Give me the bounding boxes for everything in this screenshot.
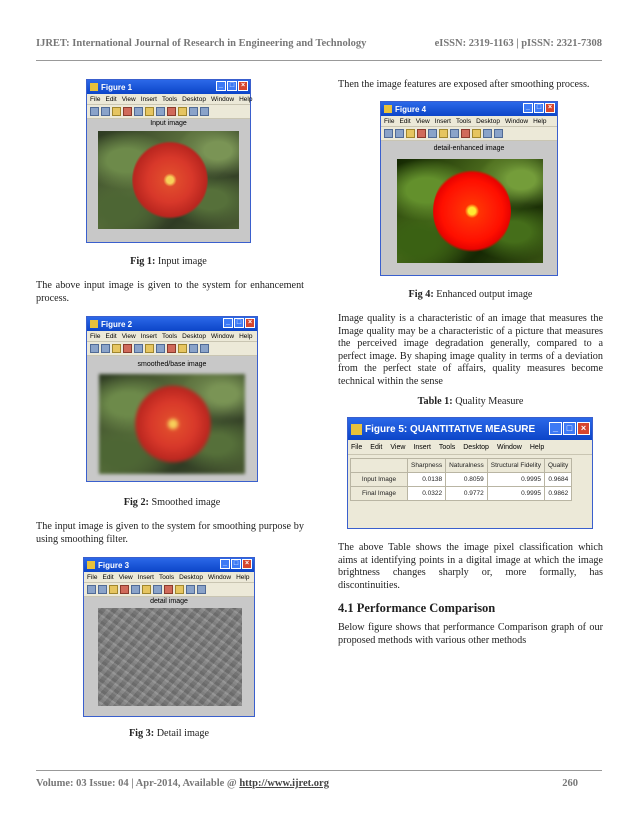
fig4-caption: [338, 289, 603, 300]
caption-text: Enhanced output image: [433, 289, 533, 300]
table-header-row: [351, 459, 572, 473]
menu-desktop[interactable]: Desktop: [476, 117, 500, 125]
fig3-caption: [83, 728, 255, 739]
page-footer: [36, 778, 578, 789]
pointer-icon[interactable]: [134, 107, 143, 116]
menu-help[interactable]: Help: [239, 332, 253, 340]
table1-caption: [338, 396, 603, 407]
menu-view[interactable]: View: [121, 95, 136, 103]
table-cell[interactable]: 0.0138: [408, 473, 446, 487]
zoom-out-icon[interactable]: [153, 585, 162, 594]
image-title: detail image: [150, 598, 188, 605]
menu-tools[interactable]: Tools: [455, 117, 472, 125]
column-header: Naturalness: [446, 459, 488, 473]
print-icon[interactable]: [123, 107, 132, 116]
figure-area: [87, 356, 257, 481]
menu-edit[interactable]: Edit: [105, 95, 117, 103]
column-header: Sharpness: [408, 459, 446, 473]
menu-tools[interactable]: Tools: [161, 332, 178, 340]
image-title: detail-enhanced image: [433, 145, 505, 152]
caption-label: Fig 1:: [130, 256, 156, 267]
zoom-in-icon[interactable]: [145, 107, 154, 116]
matlab-icon: [90, 83, 98, 91]
new-icon[interactable]: [90, 107, 99, 116]
table-row: [351, 473, 572, 487]
brush-icon[interactable]: [197, 585, 206, 594]
menu-tools[interactable]: Tools: [158, 573, 175, 581]
datacursor-icon[interactable]: [189, 344, 198, 353]
toolbar: [381, 127, 557, 141]
menu-bar: [87, 94, 253, 105]
figure-3-window: [83, 557, 255, 717]
figure-5-window: [347, 417, 593, 529]
table-cell[interactable]: 0.0322: [408, 487, 446, 501]
paragraph-exposed: Then the image features are exposed after smoothing process.: [338, 79, 590, 90]
close-button[interactable]: ×: [577, 422, 590, 435]
open-icon[interactable]: [395, 129, 404, 138]
pan-icon[interactable]: [167, 107, 176, 116]
journal-header: [36, 38, 602, 49]
title-bar: [87, 317, 257, 331]
column-header: Structural Fidelity: [487, 459, 544, 473]
title-bar: [84, 558, 254, 572]
pan-icon[interactable]: [167, 344, 176, 353]
menu-view[interactable]: View: [118, 573, 133, 581]
zoom-in-icon[interactable]: [439, 129, 448, 138]
issn: eISSN: 2319-1163 | pISSN: 2321-7308: [434, 38, 602, 49]
menu-edit[interactable]: Edit: [102, 573, 114, 581]
menu-insert[interactable]: Insert: [434, 117, 451, 125]
figure-4-window: [380, 101, 558, 276]
corner-cell: [351, 459, 408, 473]
datacursor-icon[interactable]: [189, 107, 198, 116]
datacursor-icon[interactable]: [483, 129, 492, 138]
figure-1-window: [86, 79, 251, 243]
close-button[interactable]: ×: [545, 103, 555, 113]
menu-desktop[interactable]: Desktop: [179, 573, 203, 581]
menu-bar: [84, 572, 254, 583]
table-cell[interactable]: 0.9772: [446, 487, 488, 501]
caption-text: Smoothed image: [148, 497, 221, 508]
table-row: [351, 487, 572, 501]
toolbar: [84, 583, 254, 597]
menu-window[interactable]: Window: [496, 443, 522, 451]
table-cell[interactable]: 0.9862: [544, 487, 571, 501]
pointer-icon[interactable]: [134, 344, 143, 353]
caption-label: Fig 2:: [123, 497, 149, 508]
page-number: 260: [562, 778, 578, 789]
open-icon[interactable]: [101, 107, 110, 116]
menu-window[interactable]: Window: [207, 573, 232, 581]
menu-desktop[interactable]: Desktop: [182, 95, 206, 103]
menu-bar: [87, 331, 257, 342]
section-heading: 4.1 Performance Comparison: [338, 601, 496, 615]
maximize-button[interactable]: □: [534, 103, 544, 113]
menu-bar: [348, 440, 592, 455]
open-icon[interactable]: [101, 344, 110, 353]
window-title: Figure 4: [395, 104, 427, 114]
paragraph-table: The above Table shows the image pixel classification which aims at identifying points in a digital image at which the image brightness changes sharply or, more formally, has discontinuities.: [338, 542, 603, 591]
menu-insert[interactable]: Insert: [413, 443, 431, 451]
maximize-button[interactable]: □: [234, 318, 244, 328]
table-cell[interactable]: 0.9684: [544, 473, 571, 487]
hibiscus-flower: [135, 382, 211, 466]
menu-window[interactable]: Window: [504, 117, 529, 125]
save-icon[interactable]: [109, 585, 118, 594]
title-bar: [348, 418, 592, 440]
input-image: [98, 131, 239, 229]
row-header: Final Image: [351, 487, 408, 501]
figure-area: [381, 141, 557, 275]
brush-icon[interactable]: [200, 344, 209, 353]
maximize-button[interactable]: □: [231, 559, 241, 569]
journal-title: IJRET: International Journal of Research in Engineering and Technology: [36, 38, 367, 49]
minimize-button[interactable]: _: [223, 318, 233, 328]
menu-help[interactable]: Help: [236, 573, 250, 581]
rotate-icon[interactable]: [178, 344, 187, 353]
menu-desktop[interactable]: Desktop: [182, 332, 206, 340]
enhanced-image: [397, 159, 543, 263]
rotate-icon[interactable]: [175, 585, 184, 594]
menu-edit[interactable]: Edit: [399, 117, 411, 125]
hibiscus-flower: [132, 139, 208, 221]
save-icon[interactable]: [112, 344, 121, 353]
toolbar: [87, 342, 257, 356]
pan-icon[interactable]: [164, 585, 173, 594]
open-icon[interactable]: [98, 585, 107, 594]
menu-file[interactable]: File: [90, 95, 101, 103]
footer-volume: [36, 778, 329, 789]
zoom-out-icon[interactable]: [156, 344, 165, 353]
detail-image: [98, 608, 242, 706]
pan-icon[interactable]: [461, 129, 470, 138]
menu-view[interactable]: View: [415, 117, 430, 125]
zoom-out-icon[interactable]: [450, 129, 459, 138]
menu-help[interactable]: Help: [529, 443, 545, 451]
rotate-icon[interactable]: [178, 107, 187, 116]
minimize-button[interactable]: _: [549, 422, 562, 435]
maximize-button[interactable]: □: [563, 422, 576, 435]
menu-help[interactable]: Help: [239, 95, 253, 103]
smoothed-image: [99, 374, 245, 474]
caption-label: Fig 4:: [408, 289, 434, 300]
print-icon[interactable]: [417, 129, 426, 138]
maximize-button[interactable]: □: [227, 81, 237, 91]
minimize-button[interactable]: _: [523, 103, 533, 113]
minimize-button[interactable]: _: [216, 81, 226, 91]
matlab-icon: [351, 424, 362, 435]
figure-2-window: [86, 316, 258, 482]
menu-window[interactable]: Window: [210, 332, 235, 340]
header-rule: [36, 60, 602, 61]
new-icon[interactable]: [87, 585, 96, 594]
title-bar: [381, 102, 557, 116]
image-title: Input image: [150, 120, 187, 127]
pointer-icon[interactable]: [428, 129, 437, 138]
menu-insert[interactable]: Insert: [140, 332, 157, 340]
toolbar: [87, 105, 250, 119]
footer-volume-text: Volume: 03 Issue: 04 | Apr-2014, Available @: [36, 778, 240, 789]
caption-text: Input image: [155, 256, 207, 267]
paragraph-performance: Below figure shows that performance Comparison graph of our proposed methods with various other methods: [338, 622, 603, 646]
menu-file[interactable]: File: [384, 117, 395, 125]
datacursor-icon[interactable]: [186, 585, 195, 594]
menu-tools[interactable]: Tools: [438, 443, 456, 451]
new-icon[interactable]: [90, 344, 99, 353]
table-cell[interactable]: 0.9995: [487, 487, 544, 501]
menu-edit[interactable]: Edit: [105, 332, 117, 340]
menu-view[interactable]: View: [390, 443, 406, 451]
figure-area: [87, 119, 250, 242]
pointer-icon[interactable]: [131, 585, 140, 594]
fig2-caption: [86, 497, 258, 508]
column-header: Quality: [544, 459, 571, 473]
paragraph-input: The above input image is given to the system for enhancement process.: [36, 280, 304, 304]
menu-insert[interactable]: Insert: [140, 95, 157, 103]
close-button[interactable]: ×: [238, 81, 248, 91]
menu-window[interactable]: Window: [210, 95, 235, 103]
zoom-in-icon[interactable]: [145, 344, 154, 353]
window-title: Figure 5: QUANTITATIVE MEASURE: [365, 423, 536, 435]
matlab-icon: [90, 320, 98, 328]
menu-insert[interactable]: Insert: [137, 573, 154, 581]
footer-rule: [36, 770, 602, 771]
fig1-caption: [86, 256, 251, 267]
menu-file[interactable]: File: [351, 443, 363, 451]
minimize-button[interactable]: _: [220, 559, 230, 569]
paragraph-quality: Image quality is a characteristic of an image that measures the Image quality may be a characteristic of a picture that measures the perceived image degradation generally, compared to a perfect image. By shaping image quality in terms of a deviation from the perfect state of affairs, quality measures become technical within the sense: [338, 313, 603, 387]
zoom-out-icon[interactable]: [156, 107, 165, 116]
table-cell[interactable]: 0.9995: [487, 473, 544, 487]
close-button[interactable]: ×: [242, 559, 252, 569]
save-icon[interactable]: [406, 129, 415, 138]
image-title: smoothed/base image: [137, 361, 207, 368]
menu-desktop[interactable]: Desktop: [463, 443, 489, 451]
table-cell[interactable]: 0.8059: [446, 473, 488, 487]
menu-file[interactable]: File: [87, 573, 98, 581]
figure-area: [84, 597, 254, 716]
brush-icon[interactable]: [494, 129, 503, 138]
matlab-icon: [384, 105, 392, 113]
print-icon[interactable]: [120, 585, 129, 594]
menu-file[interactable]: File: [90, 332, 101, 340]
rotate-icon[interactable]: [472, 129, 481, 138]
new-icon[interactable]: [384, 129, 393, 138]
window-title: Figure 2: [101, 319, 133, 329]
row-header: Input Image: [351, 473, 408, 487]
menu-edit[interactable]: Edit: [370, 443, 383, 451]
caption-text: Quality Measure: [452, 396, 524, 407]
menu-tools[interactable]: Tools: [161, 95, 178, 103]
title-bar: [87, 80, 250, 94]
print-icon[interactable]: [123, 344, 132, 353]
zoom-in-icon[interactable]: [142, 585, 151, 594]
paragraph-smooth: The input image is given to the system for smoothing purpose by using smoothing filter.: [36, 521, 304, 545]
caption-label: Fig 3:: [128, 728, 155, 739]
menu-view[interactable]: View: [121, 332, 136, 340]
caption-text: Detail image: [154, 728, 210, 739]
brush-icon[interactable]: [200, 107, 209, 116]
menu-help[interactable]: Help: [533, 117, 547, 125]
close-button[interactable]: ×: [245, 318, 255, 328]
menu-bar: [381, 116, 557, 127]
hibiscus-flower: [433, 167, 511, 255]
window-title: Figure 1: [101, 82, 133, 92]
matlab-icon: [87, 561, 95, 569]
caption-label: Table 1:: [417, 396, 453, 407]
window-title: Figure 3: [98, 560, 130, 570]
quality-table: [350, 458, 572, 501]
journal-link[interactable]: http://www.ijret.org: [239, 778, 329, 789]
save-icon[interactable]: [112, 107, 121, 116]
